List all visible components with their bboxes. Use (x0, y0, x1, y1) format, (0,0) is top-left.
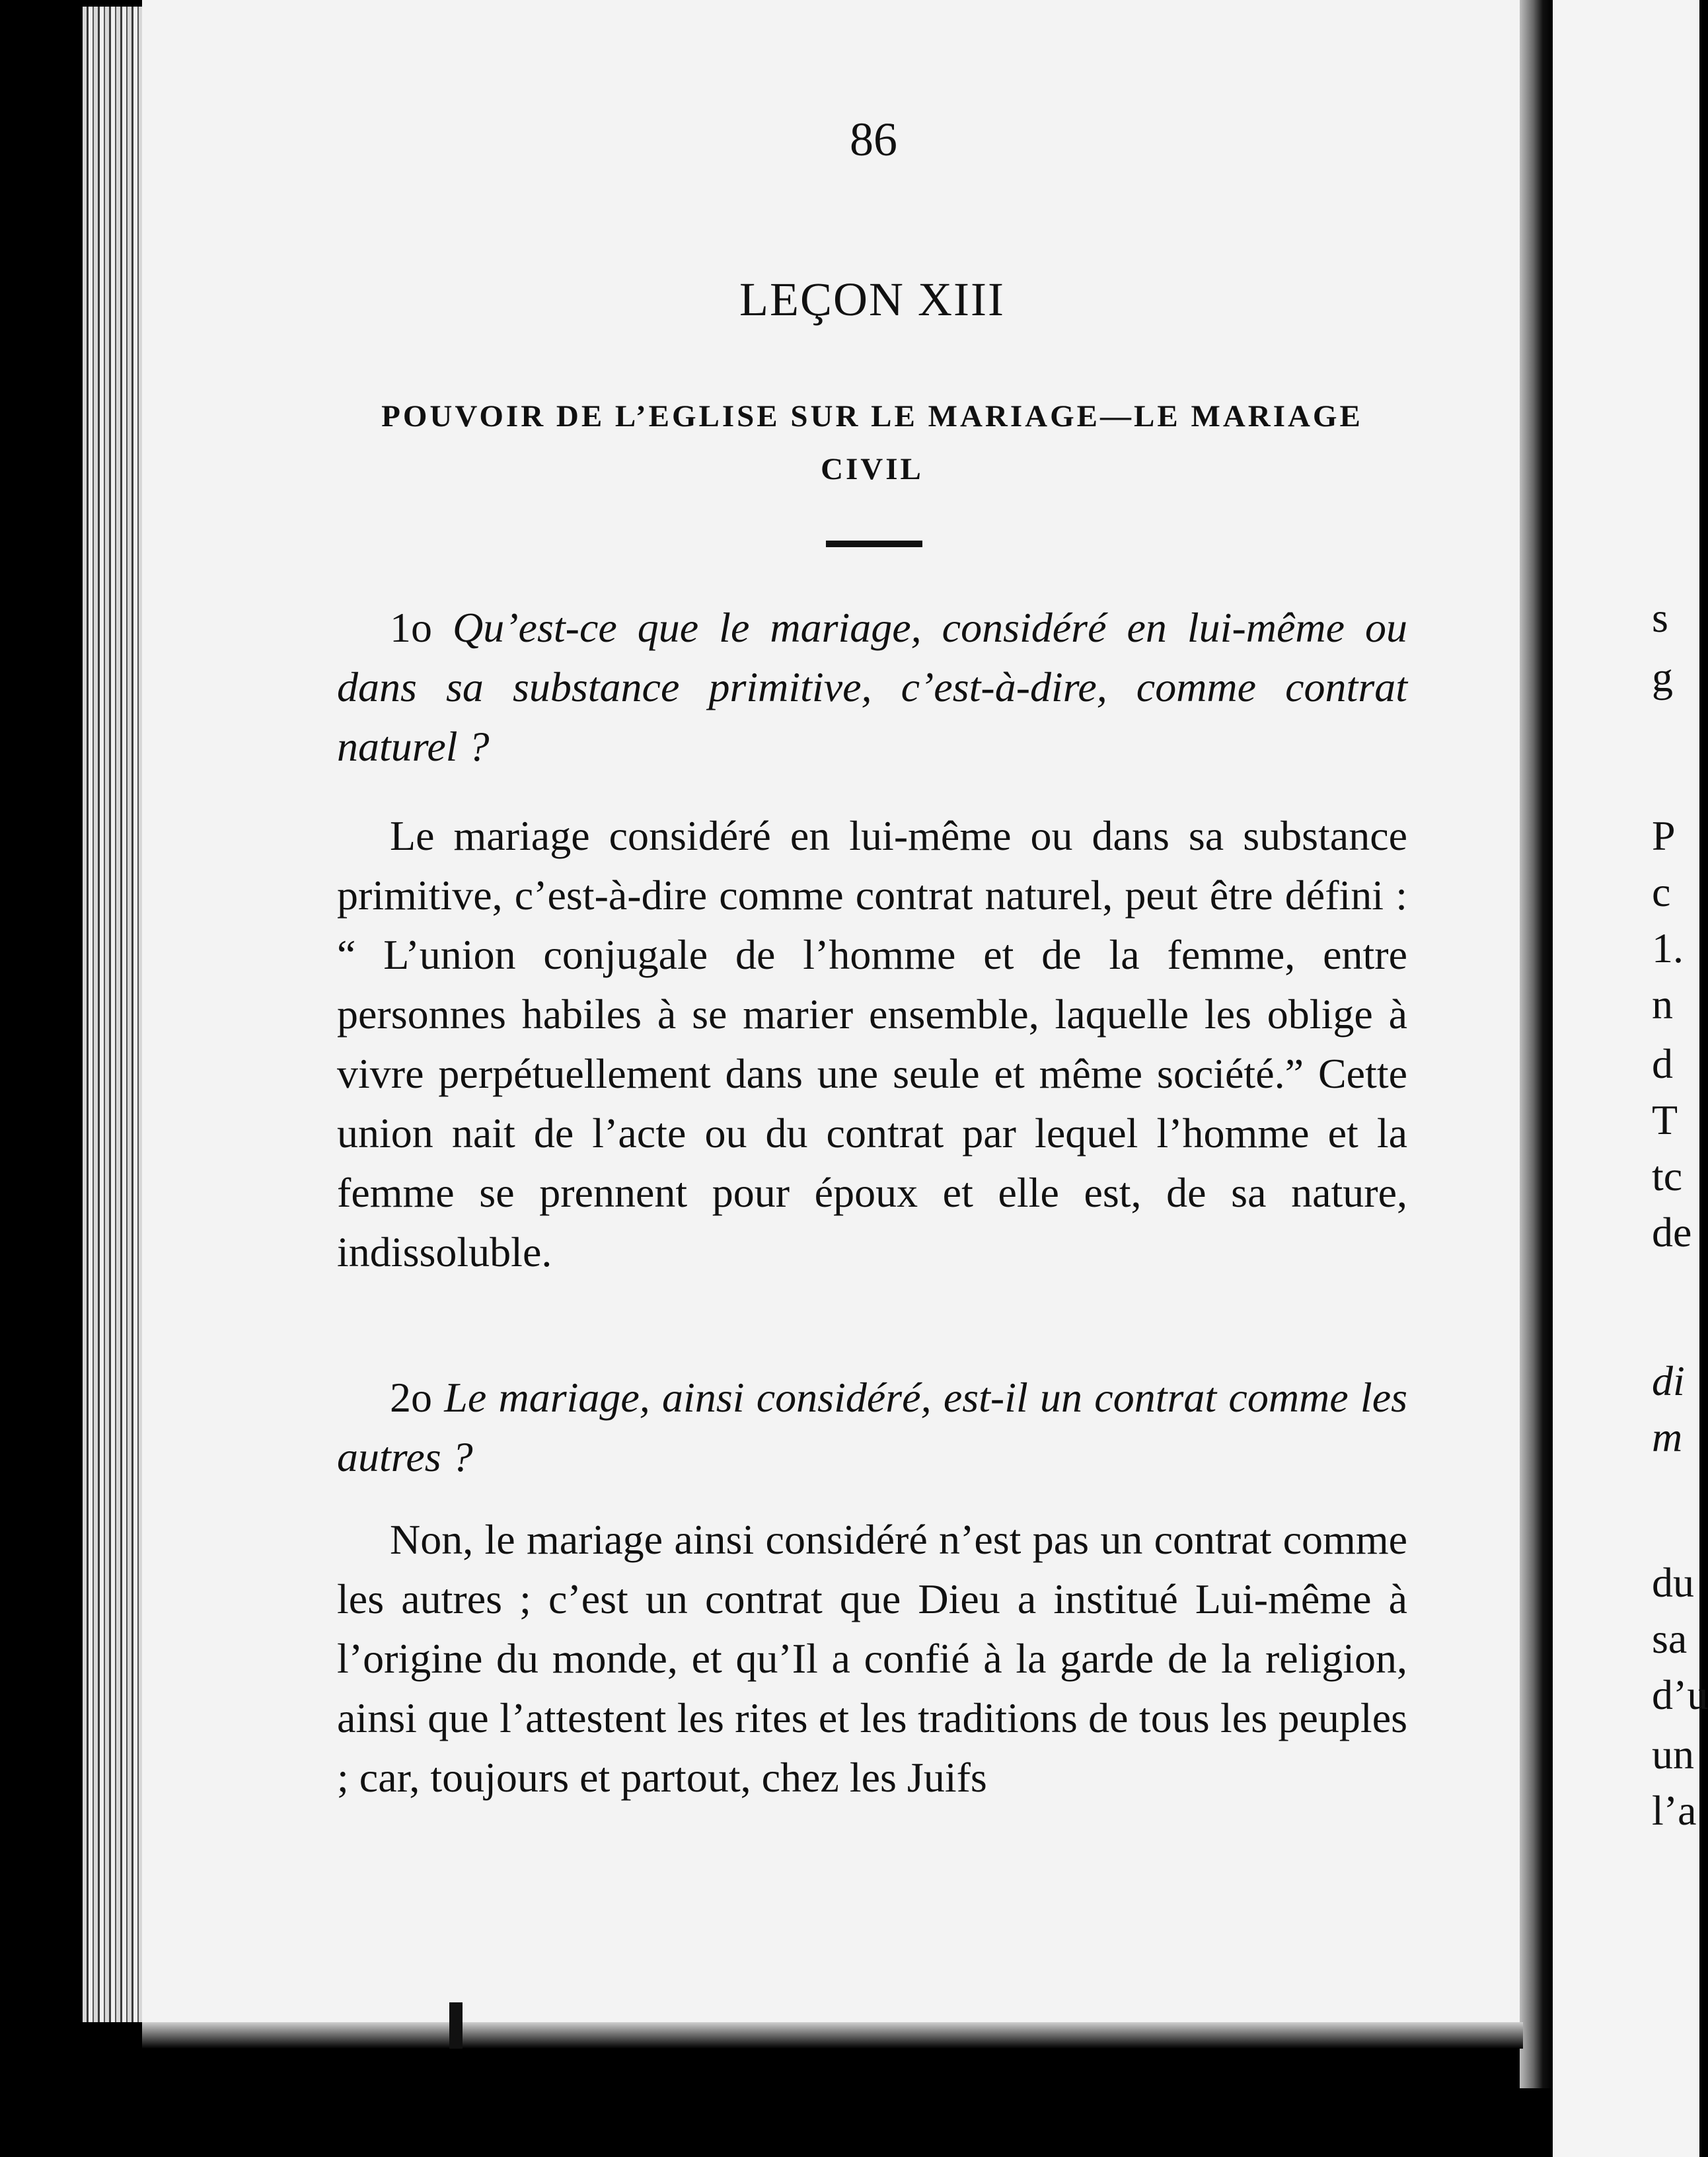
facing-page-fragment: g (1652, 654, 1673, 700)
facing-page-fragment: d’u (1652, 1671, 1708, 1718)
facing-page-fragment: l’a (1652, 1787, 1697, 1834)
facing-page-fragment: s (1652, 594, 1668, 641)
page-bottom-shadow (142, 2022, 1523, 2049)
facing-page-fragment: d (1652, 1040, 1673, 1087)
section-divider (826, 541, 922, 547)
facing-page-fragment: P (1652, 812, 1676, 859)
question-number: 1o (390, 604, 432, 651)
page-tab-mark (449, 2002, 463, 2049)
facing-page-fragment: de (1652, 1209, 1692, 1256)
facing-page-fragment: un (1652, 1731, 1694, 1778)
page-stack-edge (83, 7, 146, 2022)
question-number: 2o (390, 1374, 432, 1421)
facing-page-fragment: sa (1652, 1615, 1688, 1662)
facing-page-fragment: 1. (1652, 925, 1684, 971)
facing-page-fragment: T (1652, 1096, 1678, 1143)
facing-page-fragment: tc (1652, 1153, 1683, 1199)
facing-page-fragment: di (1652, 1357, 1685, 1404)
answer-1: Le mariage considéré en lui-même ou dans sa substance primitive, c’est-à-dire comme contrat naturel, peut être défini : “ L’union conjugale de l’homme et de la femme, entre personnes habiles à se marier ensemble, laquelle les oblige à vivre perpétuellement dans une seule et même société.” Cette union nait de l’acte ou du contrat par lequel l’homme et la femme se prennent pour époux et elle est, de sa nature, indissoluble. (337, 812, 1407, 1275)
facing-page-fragment: m (1652, 1414, 1683, 1460)
lesson-subtitle: POUVOIR DE L’EGLISE SUR LE MARIAGE—LE MARIAGE CIVIL (381, 399, 1363, 486)
facing-page-fragment: n (1652, 981, 1673, 1028)
question-2 (337, 1368, 1407, 1487)
question-text: Le mariage, ainsi considéré, est-il un contrat comme les autres ? (337, 1374, 1408, 1480)
question-1 (337, 598, 1407, 776)
page-number: 86 (850, 113, 897, 166)
answer-2: Non, le mariage ainsi considéré n’est pas un contrat comme les autres ; c’est un contrat que Dieu a institué Lui-même à l’origine du monde, et qu’Il a confié à la garde de la religion, ainsi que l’attestent les rites et les traditions de tous les peuples ; car, toujours et partout, chez les Juifs (337, 1516, 1407, 1801)
facing-page-fragment: c (1652, 868, 1671, 915)
lesson-title: LEÇON XIII (739, 273, 1005, 326)
facing-page-fragment: du (1652, 1559, 1694, 1606)
book-gutter (1520, 0, 1553, 2088)
question-text: Qu’est-ce que le mariage, considéré en lui-même ou dans sa substance primitive, c’est-à-dire, comme contrat naturel ? (337, 604, 1407, 770)
